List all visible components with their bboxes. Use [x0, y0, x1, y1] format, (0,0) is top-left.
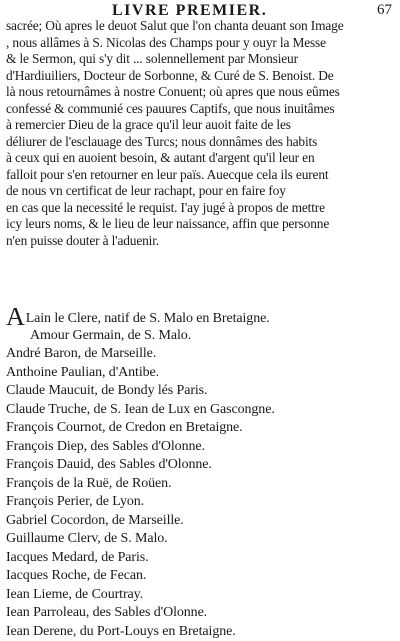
list-item: Iean Derene, du Port-Louys en Bretaigne.: [6, 623, 392, 641]
list-item: François Dauid, des Sables d'Olonne.: [6, 456, 392, 475]
list-item: André Baron, de Marseille.: [6, 345, 392, 364]
list-item: Iean Parroleau, des Sables d'Olonne.: [6, 604, 392, 623]
paragraph-line: confessé & communié ces pauures Captifs, que nous inuitâmes: [6, 101, 392, 118]
list-item: Iacques Medard, de Paris.: [6, 549, 392, 568]
list-item: Claude Truche, de S. Iean de Lux en Gascongne.: [6, 401, 392, 420]
paragraph-line: à remercier Dieu de la grace qu'il leur auoit faite de les: [6, 117, 392, 134]
narrative-paragraph: [6, 18, 392, 249]
list-item-text: Lain le Clere, natif de S. Malo en Bretaigne.: [26, 311, 270, 326]
list-item: Iacques Roche, de Fecan.: [6, 567, 392, 586]
paragraph-line: icy leurs noms, & le lieu de leur naissance, affin que personne: [6, 216, 392, 233]
list-item: Anthoine Paulian, d'Antibe.: [6, 364, 392, 383]
paragraph-line: falloit pour s'en retourner en leur païs. Auecque cela ils eurent: [6, 167, 392, 184]
list-item: Iean Lieme, de Courtray.: [6, 586, 392, 605]
paragraph-line: de nous vn certificat de leur rachapt, pour en faire foy: [6, 183, 392, 200]
list-item: Gabriel Cocordon, de Marseille.: [6, 512, 392, 531]
list-item-text: Amour Germain, de S. Malo.: [30, 328, 191, 343]
list-item: [6, 308, 392, 327]
paragraph-line: n'en puisse douter à l'aduenir.: [6, 233, 392, 250]
list-item: [6, 327, 392, 346]
paragraph-line: & le Sermon, qui s'y dit ... solennellement par Monsieur: [6, 51, 392, 68]
paragraph-line: d'Hardiuiliers, Docteur de Sorbonne, & Curé de S. Benoist. De: [6, 68, 392, 85]
page-number: 67: [377, 2, 392, 19]
drop-cap: A: [6, 308, 25, 327]
list-item: François Cournot, de Credon en Bretaigne.: [6, 419, 392, 438]
paragraph-line: déliurer de l'esclauage des Turcs; nous donnâmes des habits: [6, 134, 392, 151]
list-item: Claude Maucuit, de Bondy lés Paris.: [6, 382, 392, 401]
running-title: LIVRE PREMIER.: [112, 2, 267, 20]
paragraph-line: à ceux qui en auoient besoin, & autant d'argent qu'il leur en: [6, 150, 392, 167]
paragraph-line: en cas que la necessité le requist. I'ay jugé à propos de mettre: [6, 200, 392, 217]
paragraph-line: sacrée; Où apres le deuot Salut que l'on chanta deuant son Image: [6, 18, 392, 35]
paragraph-line: là nous retournâmes à nostre Conuent; où apres que nous eûmes: [6, 84, 392, 101]
paragraph-line: , nous allâmes à S. Nicolas des Champs pour y ouyr la Messe: [6, 35, 392, 52]
list-item: Guillaume Clerv, de S. Malo.: [6, 530, 392, 549]
list-item: François Perier, de Lyon.: [6, 493, 392, 512]
list-item: François Diep, des Sables d'Olonne.: [6, 438, 392, 457]
list-item: François de la Ruë, de Roüen.: [6, 475, 392, 494]
captives-list: [6, 308, 392, 641]
